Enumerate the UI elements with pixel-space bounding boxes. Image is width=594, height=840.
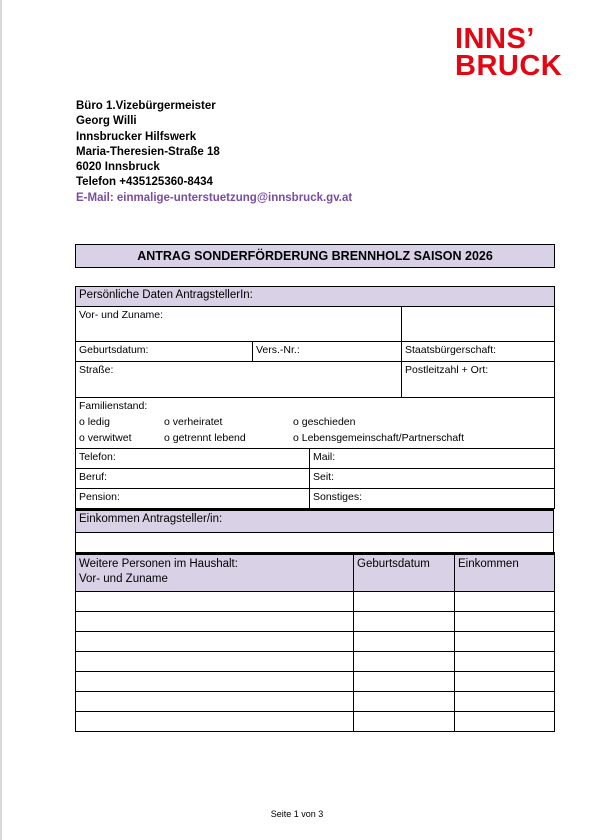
- household-row: [76, 612, 555, 632]
- address-street: Maria-Theresien-Straße 18: [76, 145, 220, 158]
- street-field[interactable]: [76, 362, 402, 398]
- phone-field[interactable]: [76, 449, 310, 469]
- mail-field[interactable]: [310, 449, 555, 469]
- household-income-cell[interactable]: [455, 632, 555, 652]
- household-birthdate-cell[interactable]: [354, 692, 455, 712]
- household-header: [76, 554, 354, 592]
- household-name-cell[interactable]: [76, 712, 354, 732]
- page-edge: [0, 0, 2, 840]
- household-name-cell[interactable]: [76, 672, 354, 692]
- address-block: [76, 99, 352, 206]
- household-header-line-1: Weitere Personen im Haushalt:: [79, 558, 238, 570]
- household-birthdate-header: Geburtsdatum: [354, 554, 455, 592]
- name-extra-field[interactable]: [402, 307, 555, 342]
- household-income-cell[interactable]: [455, 652, 555, 672]
- birthdate-field[interactable]: [76, 342, 253, 362]
- option-separated[interactable]: o getrennt lebend: [164, 432, 246, 444]
- street-label: Straße:: [79, 364, 114, 376]
- household-income-cell[interactable]: [455, 592, 555, 612]
- pension-field[interactable]: [76, 489, 310, 509]
- phone-label: Telefon:: [79, 451, 116, 463]
- option-single[interactable]: o ledig: [79, 416, 110, 428]
- income-table: [75, 508, 554, 553]
- income-header: Einkommen Antragsteller/in:: [76, 510, 554, 533]
- household-income-cell[interactable]: [455, 692, 555, 712]
- pension-label: Pension:: [79, 491, 120, 503]
- household-row: [76, 692, 555, 712]
- household-name-cell[interactable]: [76, 632, 354, 652]
- household-name-cell[interactable]: [76, 612, 354, 632]
- postal-label: Postleitzahl + Ort:: [405, 364, 489, 376]
- citizenship-label: Staatsbürgerschaft:: [405, 344, 497, 356]
- household-income-cell[interactable]: [455, 612, 555, 632]
- job-field[interactable]: [76, 469, 310, 489]
- household-income-cell[interactable]: [455, 672, 555, 692]
- logo-line-1: INNS’: [455, 23, 535, 55]
- application-form: [75, 286, 554, 732]
- household-name-cell[interactable]: [76, 652, 354, 672]
- mail-label: Mail:: [313, 451, 336, 463]
- contact-table: [75, 448, 555, 509]
- personal-data-header: Persönliche Daten AntragstellerIn:: [76, 287, 555, 307]
- option-partnership[interactable]: o Lebensgemeinschaft/Partnerschaft: [293, 432, 465, 444]
- household-name-cell[interactable]: [76, 692, 354, 712]
- personal-data-table: [75, 286, 555, 449]
- household-table: [75, 552, 555, 732]
- family-status-label: Familienstand:: [79, 400, 148, 412]
- address-phone: Telefon +435125360-8434: [76, 176, 213, 189]
- innsbruck-logo: [455, 23, 575, 84]
- household-header-line-2: Vor- und Zuname: [79, 573, 168, 585]
- since-field[interactable]: [310, 469, 555, 489]
- household-name-cell[interactable]: [76, 592, 354, 612]
- option-widowed[interactable]: o verwitwet: [79, 432, 132, 444]
- citizenship-field[interactable]: [402, 342, 555, 362]
- household-birthdate-cell[interactable]: [354, 612, 455, 632]
- income-field[interactable]: [76, 533, 554, 553]
- address-email-link[interactable]: E-Mail: einmalige-unterstuetzung@innsbruck.gv.at: [76, 191, 353, 204]
- insurance-number-field[interactable]: [253, 342, 402, 362]
- household-row: [76, 652, 555, 672]
- household-birthdate-cell[interactable]: [354, 632, 455, 652]
- option-divorced[interactable]: o geschieden: [293, 416, 356, 428]
- household-row: [76, 672, 555, 692]
- address-office: Büro 1.Vizebürgermeister: [76, 100, 216, 112]
- other-field[interactable]: [310, 489, 555, 509]
- household-income-cell[interactable]: [455, 712, 555, 732]
- address-name: Georg Willi: [76, 115, 137, 128]
- household-row: [76, 592, 555, 612]
- other-label: Sonstiges:: [313, 491, 363, 503]
- household-row: [76, 712, 555, 732]
- job-label: Beruf:: [79, 471, 108, 483]
- household-row: [76, 632, 555, 652]
- name-field[interactable]: [76, 307, 402, 342]
- birthdate-label: Geburtsdatum:: [79, 344, 149, 356]
- family-status-field: [76, 398, 555, 449]
- household-birthdate-cell[interactable]: [354, 672, 455, 692]
- household-birthdate-cell[interactable]: [354, 712, 455, 732]
- logo-line-2: BRUCK: [455, 50, 563, 82]
- insurance-label: Vers.-Nr.:: [256, 344, 300, 356]
- form-title: ANTRAG SONDERFÖRDERUNG BRENNHOLZ SAISON 2026: [75, 244, 555, 268]
- postal-city-field[interactable]: [402, 362, 555, 398]
- household-birthdate-cell[interactable]: [354, 592, 455, 612]
- address-city: 6020 Innsbruck: [76, 161, 160, 174]
- household-birthdate-cell[interactable]: [354, 652, 455, 672]
- address-org: Innsbrucker Hilfswerk: [76, 130, 197, 143]
- since-label: Seit:: [313, 471, 335, 483]
- page-number: Seite 1 von 3: [270, 809, 324, 819]
- household-income-header: Einkommen: [455, 554, 555, 592]
- option-married[interactable]: o verheiratet: [164, 416, 223, 428]
- name-label: Vor- und Zuname:: [79, 309, 164, 321]
